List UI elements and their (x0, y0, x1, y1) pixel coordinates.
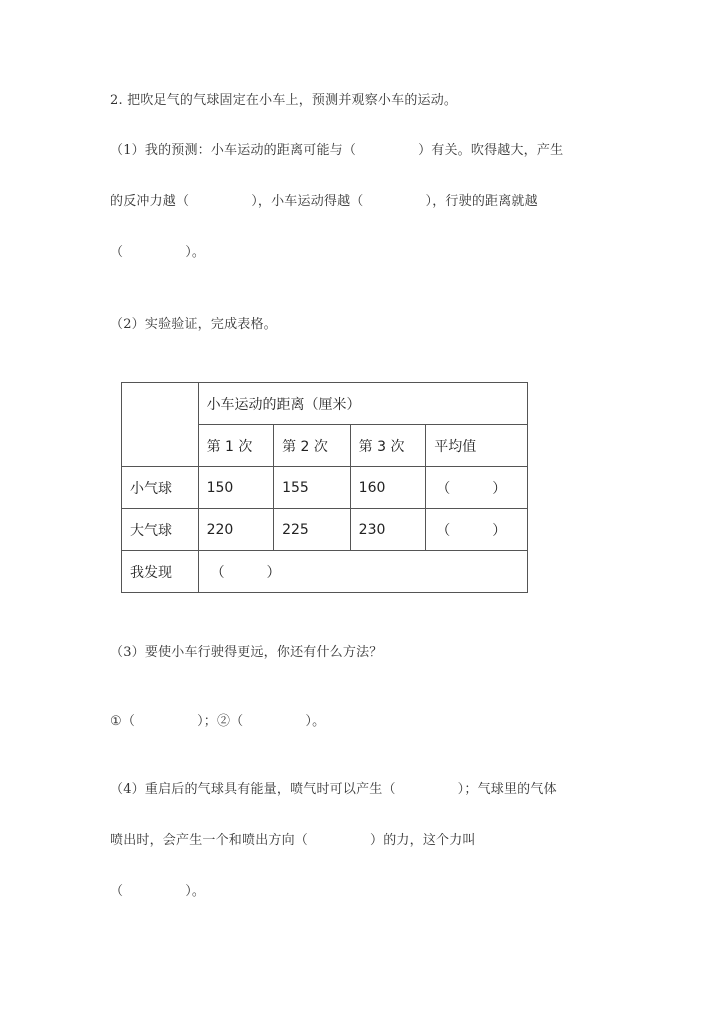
part3-answer-text-a: ①（ (110, 714, 136, 729)
row-label-large-balloon: 大气球 (122, 509, 199, 551)
table-cell: 150 (198, 467, 274, 509)
table-row (122, 551, 528, 593)
part4-line1-text-b: ）；气球里的气体 (457, 782, 557, 797)
part3-answer-line (110, 710, 325, 729)
part1-line1-text-a: （1）我的预测：小车运动的距离可能与（ (110, 143, 357, 158)
table-row (122, 509, 528, 551)
part4-line1 (110, 778, 557, 797)
part3-answer-text-c: ）。 (305, 714, 326, 729)
table-row (122, 467, 528, 509)
row-label-small-balloon: 小气球 (122, 467, 199, 509)
part1-line3-text-a: （ (110, 245, 124, 260)
table-corner-cell (122, 383, 199, 467)
part1-line3-text-b: ）。 (185, 245, 206, 260)
table-cell: 225 (274, 509, 351, 551)
part1-line1-text-b: ）有关。吹得越大，产生 (418, 143, 564, 158)
table-cell: 155 (274, 467, 351, 509)
column-header-average: 平均值 (426, 425, 528, 467)
part1-line3 (110, 241, 205, 260)
part1-line2 (110, 190, 538, 209)
part1-line2-text-a: 的反冲力越（ (110, 194, 190, 209)
part4-line2-text-b: ）的力，这个力叫 (370, 833, 476, 848)
part1-line2-text-c: ），行驶的距离就越 (425, 194, 538, 209)
finding-answer-cell[interactable]: （ ） (198, 551, 527, 593)
column-header-trial-2: 第 2 次 (274, 425, 351, 467)
part3-question: （3）要使小车行驶得更远，你还有什么方法？ (110, 645, 383, 660)
average-answer-cell[interactable]: （ ） (426, 467, 528, 509)
table-cell: 230 (350, 509, 426, 551)
table-group-header: 小车运动的距离（厘米） (198, 383, 527, 425)
average-answer-cell[interactable]: （ ） (426, 509, 528, 551)
part4-line2-text-a: 喷出时，会产生一个和喷出方向（ (110, 833, 309, 848)
column-header-trial-3: 第 3 次 (350, 425, 426, 467)
table-header-row (122, 383, 528, 425)
part4-line2 (110, 829, 476, 848)
part2-heading: （2）实验验证，完成表格。 (110, 317, 277, 332)
part1-line1 (110, 139, 563, 158)
question-title: 2. 把吹足气的气球固定在小车上，预测并观察小车的运动。 (110, 93, 458, 108)
column-header-trial-1: 第 1 次 (198, 425, 274, 467)
table-cell: 220 (198, 509, 274, 551)
row-label-finding: 我发现 (122, 551, 199, 593)
distance-table (121, 382, 528, 593)
part1-line2-text-b: ），小车运动得越（ (251, 194, 364, 209)
table-cell: 160 (350, 467, 426, 509)
part4-line3 (110, 880, 205, 899)
part3-answer-text-b: ）；②（ (197, 714, 244, 729)
part4-line1-text-a: （4）重启后的气球具有能量，喷气时可以产生（ (110, 782, 396, 797)
part4-line3-text-a: （ (110, 884, 124, 899)
part4-line3-text-b: ）。 (185, 884, 206, 899)
